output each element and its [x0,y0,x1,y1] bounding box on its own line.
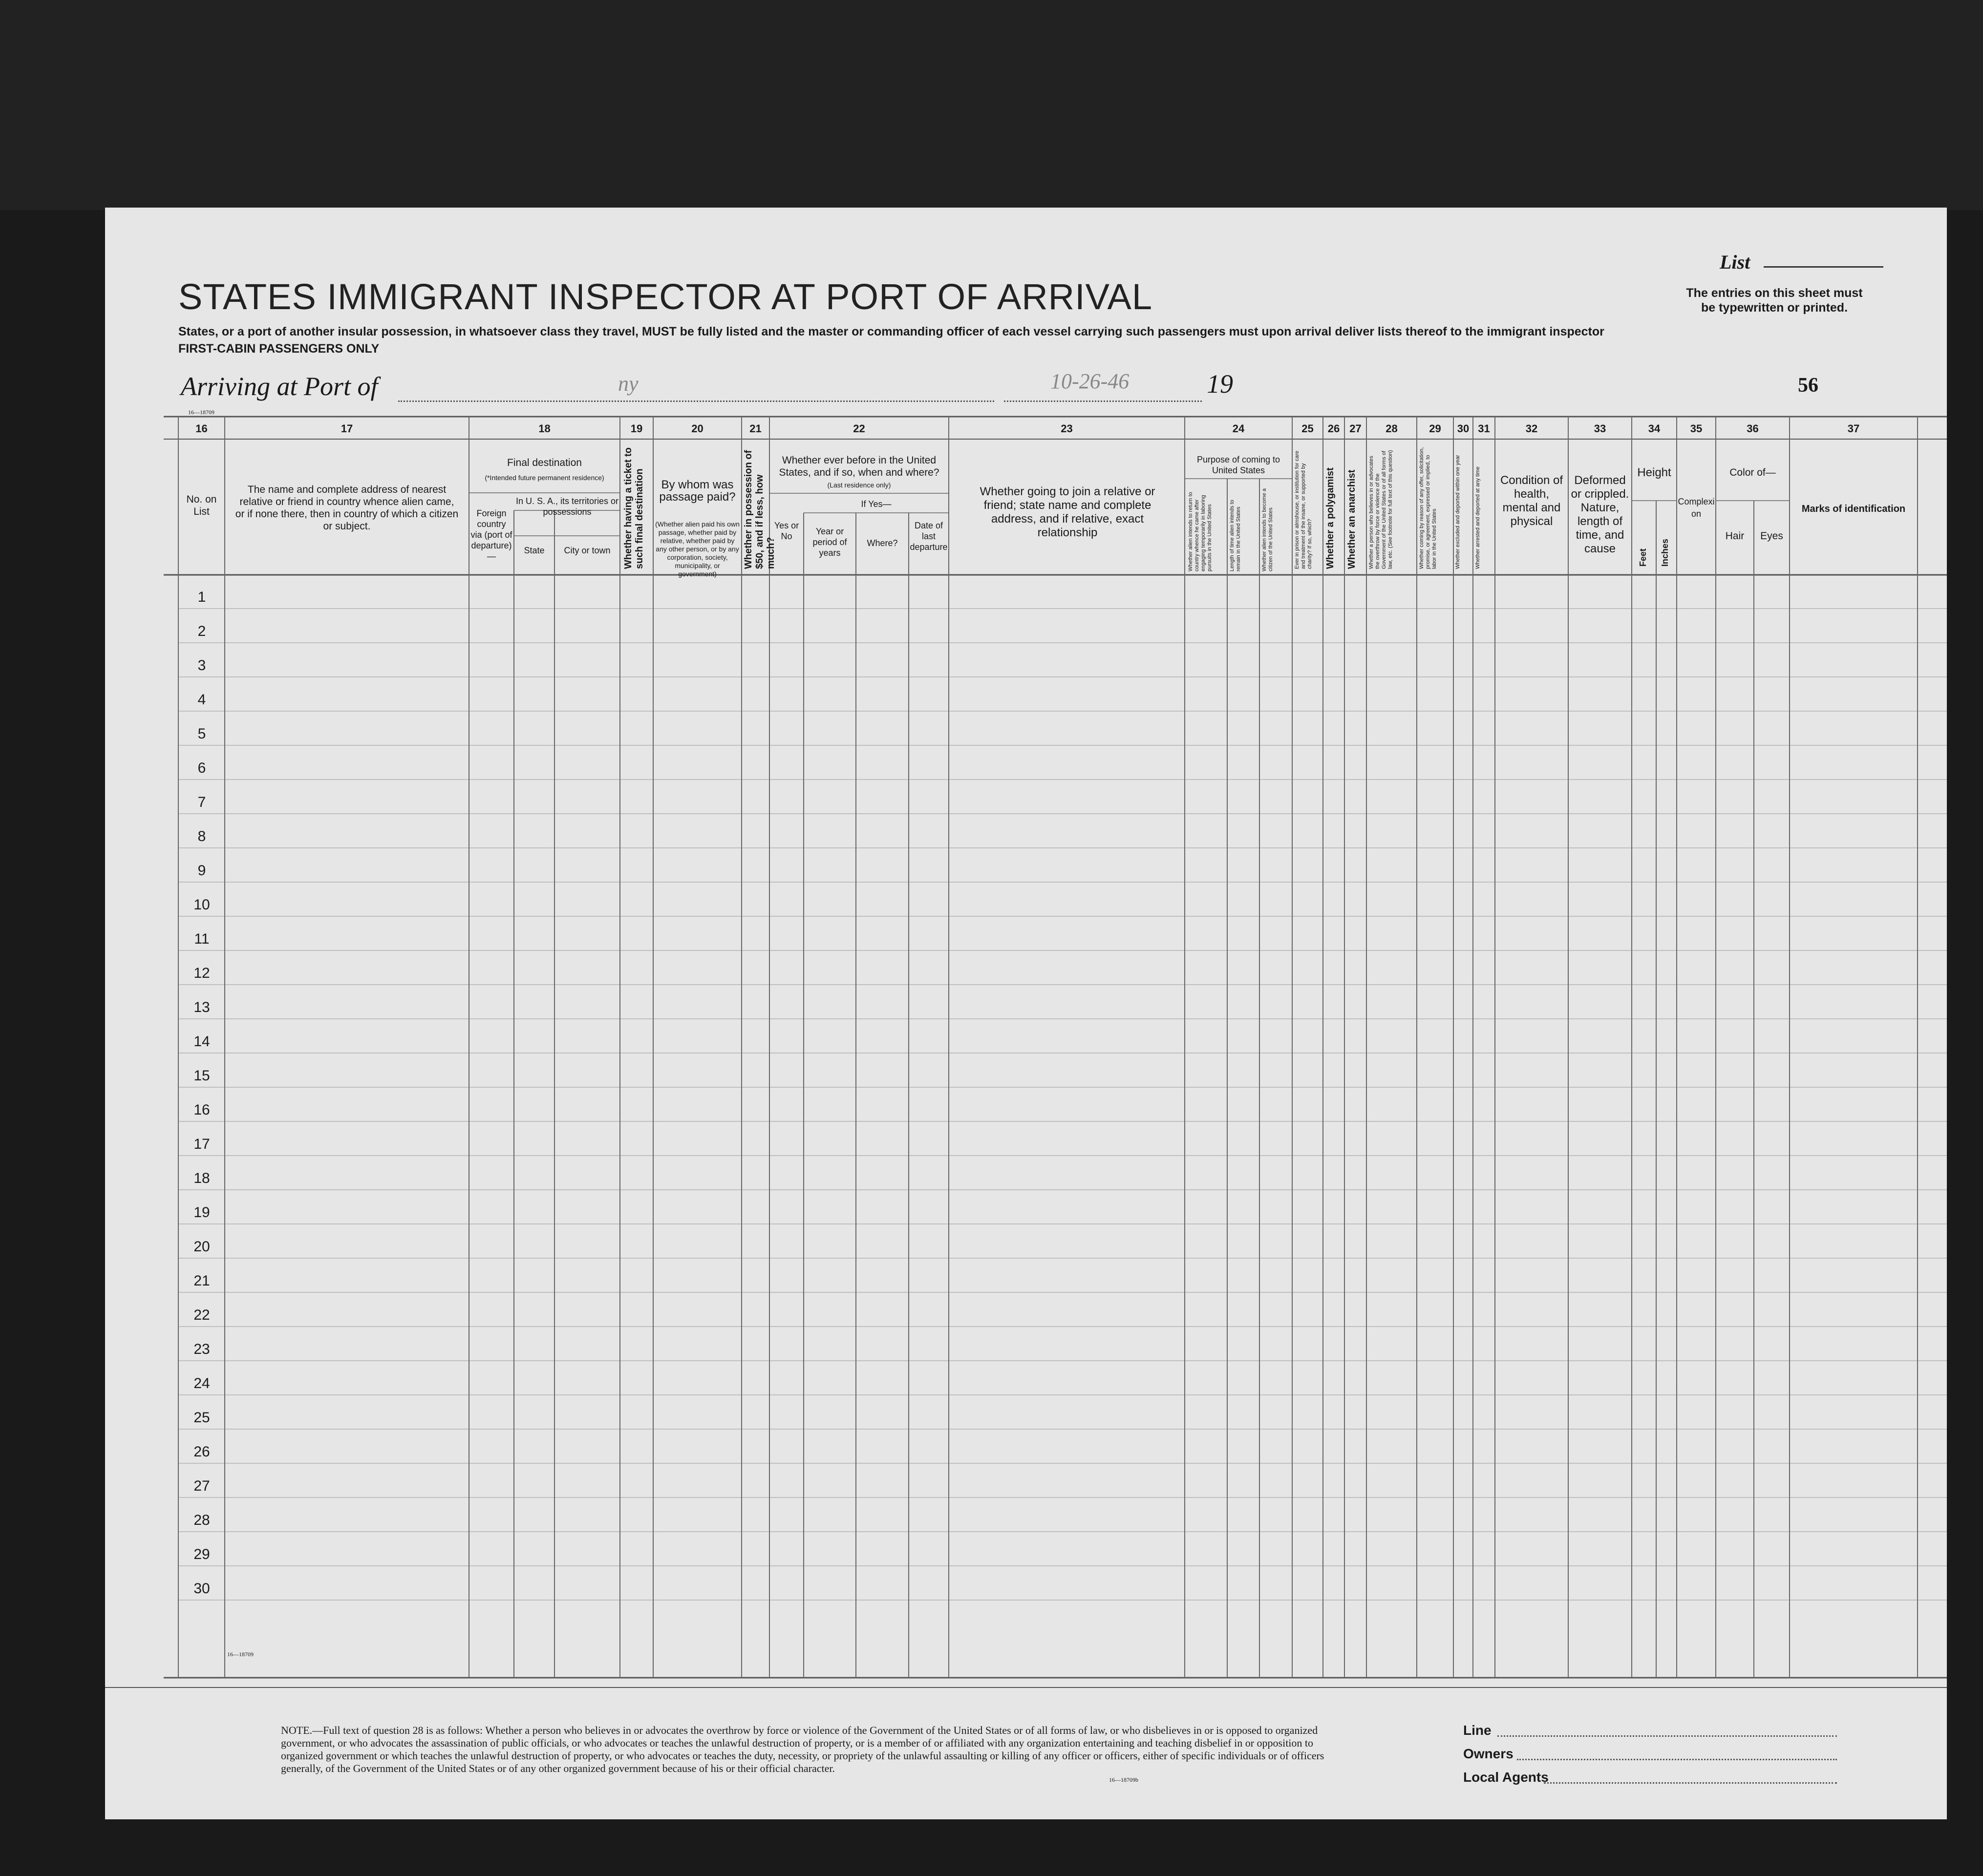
col-18-usa: In U. S. A., its territories or possessions [515,496,619,517]
footnote-question-28: NOTE.—Full text of question 28 is as follows: Whether a person who believes in or advocates the overthrow by force or violence of the Government of the United States or of all forms of law, or who disbelieves in or is opposed to organized government, or who advocates the assassination of public officials, or who advocates or teaches the unlawful destruction of property, or is a member of or affiliated with any organization entertaining and teaching disbelief in or opposition to organized government or which teaches the unlawful destruction of property, or who advocates or teaches the duty, necessity, or propriety of the unlawful assaulting or killing of any officer or officers, either of specific individuals or of officers generally, of the Government of the United States or of any other organized government because of his or their official character. [281,1724,1324,1774]
film-border [0,0,1983,210]
line-field[interactable] [1497,1735,1837,1737]
col-27-header: Whether an anarchist [1346,469,1357,569]
col-19-header: Whether having a ticket to such final destination [623,447,645,569]
local-agents-label: Local Agents [1463,1770,1549,1785]
row-number: 28 [193,1512,210,1528]
form-number: 16—18709 [188,409,214,416]
row-number: 6 [197,760,206,776]
row-number: 23 [193,1341,210,1357]
row-number: 20 [193,1239,210,1255]
col-20-title: By whom was passage paid? [659,478,736,504]
stamp-number: 56 [1798,374,1818,397]
date-value: 10-26-46 [1050,369,1130,393]
col-18-note: (*Intended future permanent residence) [485,474,604,482]
col-36-title: Color of— [1729,467,1776,478]
col-18-state: State [524,546,545,555]
row-number: 9 [197,863,206,879]
col-24-a: Whether alien intends to return to country whence he came after engaging temporarily in laboring pursuits in the United States [1188,492,1213,571]
col-24-title: Purpose of coming to United States [1196,455,1280,475]
col-35-header: Complexion [1678,497,1715,519]
col-37-header: Marks of identification [1801,504,1906,514]
owners-label: Owners [1463,1746,1514,1761]
col-18-city: City or town [564,546,611,555]
col-16-header: No. on List [186,494,217,517]
row-number: 2 [197,623,206,639]
row-number: 16 [193,1102,210,1118]
arriving-label: Arriving at Port of [181,372,378,401]
col-24-b: Length of time alien intends to remain in the United States [1229,500,1241,571]
row-number: 13 [193,999,210,1015]
col-22-ifyes: If Yes— [861,499,892,509]
row-number: 11 [194,931,210,947]
col-18-title: Final destination [507,457,582,468]
manifest-sheet: STATES IMMIGRANT INSPECTOR AT PORT OF ARRIVAL States, or a port of another insular possession, in whatsoever class they travel, MUST be fully listed and the master or commanding officer of each vessel carrying such passengers must upon arrival deliver lists thereof to the immigrant inspector FIRST-CABIN PASSENGERS ONLY List The entries on this sheet must be typewritten or printed. Arriving at Port of ny 10-26-46 19 56 16—18709 16 17 18 19 20 21 22 23 24 25 26 27 28 29 30 31 32 33 34 35 36 37 No. on List The name and complete address of nearest relative or friend in country whence alien came, or if none there, then in country of which a citizen or subject. Final destination (*Intended future permanent residence) Foreign country via (port of departure)— In U. S. A., its territories or possessions State City or town Whether having a ticket to such final destination By whom was passage paid? (Whether alien paid his own passage, whether paid by relative, whether paid by any other person, or by any corporation, society, municipality, or government) Whether in possession of $50, and if less, how much? Whether ever before in the United States, and if so, when and where? (Last residence only) If Yes— Yes or No Year or period of years Where? Date of last departure Whether going to join a relative or friend; state name and complete address, and if relative, exact relationship Purpose of coming to United States Whether alien intends to return to country whence he came after engaging temporarily in laboring pursuits in the United States Length of time alien intends to remain in the United States Whether alien intends to become a citizen of the United States Ever in prison or almshouse, or institution for care and treatment of the insane, or supported by charity? If so, which? Whether a polygamist Whether an anarchist Whether a person who believes in or advocates the overthrow by force or violence of the Government of the United States or of all forms of law, etc. (See footnote for full text of this question) Whether coming by reason of any offer, solicitation, promise, or agreement, expressed or implied, to labor in the United States Whether excluded and deported within one year Whether arrested and deported at any time Condition of health, mental and physical Deformed or crippled. Nature, length of time, and cause Height Feet Inches Complexion Color of— Hair Eyes Marks of identification 1 2 3 4 5 6 7 8 9 10 11 12 13 14 15 16 17 18 19 20 21 22 23 24 25 26 27 28 29 30 16—18709 NOTE.—Full text of question 28 is as follows: Whether a person who believes in or advocates the overthrow by force or violence of the Government of the United States or of all forms of law, or who disbelieves in or is opposed to organized government, or who advocates the assassination of public officials, or who advocates or teaches the unlawful destruction of property, or is a member of or affiliated with any organization entertaining and teaching disbelief in or opposition to organized government or which teaches the unlawful destruction of property, or who advocates or teaches the duty, necessity, or propriety of the unlawful assaulting or killing of any officer or officers, either of specific individuals or of officers generally, of the Government of the United States or of any other organized government because of his or their official character. 16—18709b Line Owners Local Agents [105,208,1947,1819]
list-label: List [1720,251,1750,273]
row-number: 25 [193,1410,210,1426]
local-agents-field[interactable] [1544,1782,1837,1784]
row-number: 18 [193,1170,210,1186]
passenger-class-label: FIRST-CABIN PASSENGERS ONLY [178,342,380,356]
col-30-header: Whether excluded and deported within one year [1455,455,1461,569]
page-title: STATES IMMIGRANT INSPECTOR AT PORT OF ARRIVAL [178,276,1153,317]
col-34-inches: Inches [1660,538,1670,567]
row-number: 19 [193,1204,210,1221]
col-28-header: Whether a person who believes in or advocates the overthrow by force or violence of the Government of the United States or of all forms of law, etc. (See footnote for full text of this question) [1368,450,1393,569]
col-25-header: Ever in prison or almshouse, or institution for care and treatment of the insane, or supported by charity? If so, which? [1294,450,1313,569]
col-34-title: Height [1637,466,1671,479]
col-29-header: Whether coming by reason of any offer, solicitation, promise, or agreement, expressed or implied, to labor in the United States [1419,447,1437,569]
row-number: 4 [197,692,206,708]
row-number: 5 [197,726,206,742]
row-number: 27 [193,1478,210,1494]
col-34-feet: Feet [1638,548,1648,567]
col-33-header: Deformed or crippled. Nature, length of time, and cause [1571,474,1629,555]
row-number: 3 [197,657,206,674]
col-21-header: Whether in possession of $50, and if less, how much? [743,450,776,569]
row-number: 15 [193,1068,210,1084]
col-22-title: Whether ever before in the United States, and if so, when and where? [779,455,939,478]
col-22-note: (Last residence only) [827,481,891,489]
col-17-header: The name and complete address of nearest relative or friend in country whence alien came, or if none there, then in country of which a citizen or subject. [235,484,459,532]
row-number: 1 [197,589,206,605]
col-24-c: Whether alien intends to become a citizen of the United States [1261,488,1274,571]
row-number: 29 [193,1546,210,1562]
row-number: 12 [193,965,210,981]
col-36-eyes: Eyes [1760,530,1783,542]
col-22-where: Where? [867,538,898,548]
form-number-bottom-b: 16—18709b [1109,1776,1138,1783]
col-26-header: Whether a polygamist [1325,467,1336,569]
row-number: 26 [193,1444,210,1460]
col-31-header: Whether arrested and deported at any time [1475,466,1481,569]
instructions-text: States, or a port of another insular possession, in whatsoever class they travel, MUST be fully listed and the master or commanding officer of each vessel carrying such passengers must upon arrival deliver lists thereof to the immigrant inspector [178,325,1604,338]
row-number: 17 [193,1136,210,1152]
col-18-foreign: Foreign country via (port of departure)— [470,508,512,561]
row-number: 22 [193,1307,210,1323]
col-32-header: Condition of health, mental and physical [1500,474,1563,528]
row-number: 30 [193,1581,210,1597]
row-number: 10 [193,897,210,913]
line-label: Line [1463,1723,1492,1738]
col-22-date: Date of last departure [910,521,948,552]
form-number-bottom: 16—18709 [227,1651,254,1658]
col-23-header: Whether going to join a relative or friend; state name and complete address, and if relative, exact relationship [980,485,1155,539]
manifest-grid [105,208,1947,1819]
row-number: 7 [197,794,206,810]
row-number: 21 [193,1273,210,1289]
year-prefix: 19 [1207,369,1233,399]
col-36-hair: Hair [1725,530,1745,542]
entries-note: The entries on this sheet must be typewritten or printed. [1686,286,1863,315]
col-20-note: (Whether alien paid his own passage, whether paid by relative, whether paid by any other person, or by any corporation, society, municipality, or government) [655,520,740,578]
row-number: 8 [197,828,206,844]
row-number: 14 [193,1033,210,1050]
owners-field[interactable] [1517,1759,1837,1760]
col-22-year: Year or period of years [812,527,847,558]
port-value: ny [618,372,639,396]
row-number: 24 [193,1375,210,1391]
col-22-yesno: Yes or No [774,521,799,541]
